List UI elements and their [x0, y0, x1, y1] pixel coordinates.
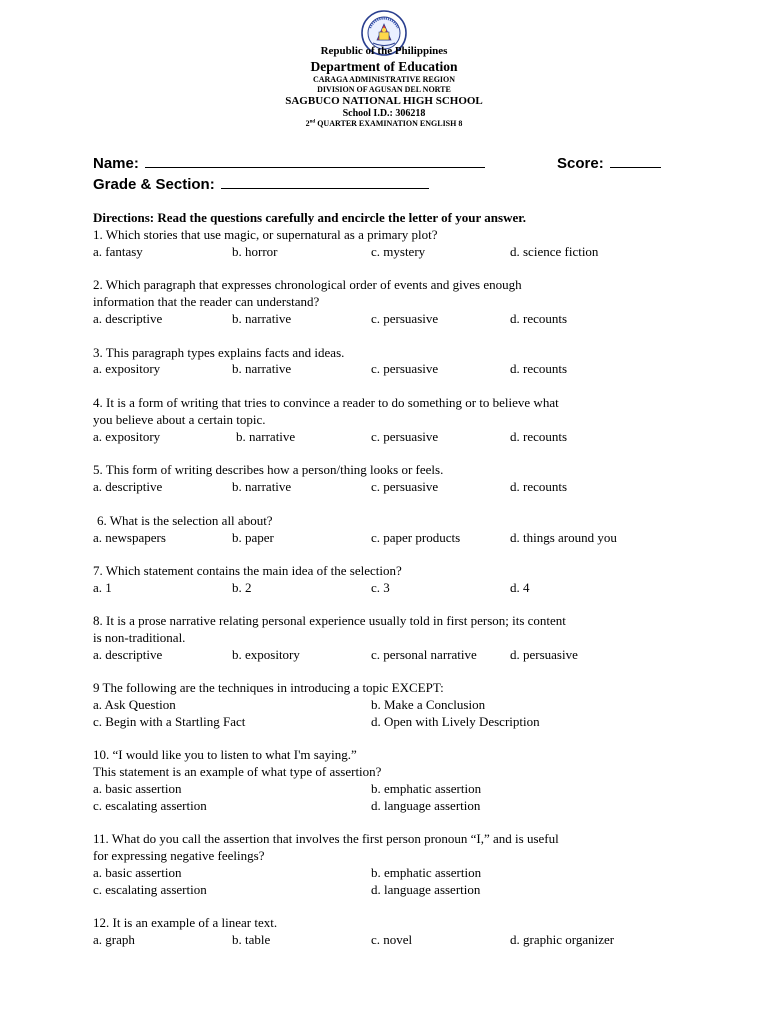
option-a[interactable]: a. descriptive: [93, 311, 163, 326]
option-d[interactable]: d. recounts: [510, 361, 568, 376]
option-c[interactable]: c. paper products: [371, 530, 461, 545]
name-field[interactable]: [93, 154, 485, 171]
question-text: 2. Which paragraph that expresses chronological order of events and gives enough: [93, 277, 522, 292]
score-field[interactable]: [557, 154, 661, 171]
grade-section-field[interactable]: [93, 175, 429, 192]
option-b[interactable]: b. narrative: [232, 311, 292, 326]
option-a[interactable]: a. newspapers: [93, 530, 166, 545]
option-a[interactable]: a. fantasy: [93, 244, 143, 259]
question-text: 6. What is the selection all about?: [97, 513, 273, 528]
question-text-cont: you believe about a certain topic.: [93, 412, 266, 427]
option-c[interactable]: c. persuasive: [371, 361, 439, 376]
directions: Directions: Read the questions carefully and encircle the letter of your answer.: [93, 210, 527, 225]
option-a[interactable]: a. expository: [93, 361, 161, 376]
question-text: 4. It is a form of writing that tries to convince a reader to do something or to believe what: [93, 395, 559, 410]
option-a[interactable]: a. basic assertion: [93, 865, 182, 880]
division-line: DIVISION OF AGUSAN DEL NORTE: [317, 85, 451, 94]
option-b[interactable]: b. table: [232, 932, 271, 947]
name-label: Name:: [93, 155, 139, 172]
option-b[interactable]: b. narrative: [236, 429, 296, 444]
option-d[interactable]: d. language assertion: [371, 882, 481, 897]
option-d[interactable]: d. recounts: [510, 311, 568, 326]
question-text: 3. This paragraph types explains facts and ideas.: [93, 345, 345, 360]
option-b[interactable]: b. narrative: [232, 361, 292, 376]
option-b[interactable]: b. expository: [232, 647, 300, 662]
option-a[interactable]: a. graph: [93, 932, 135, 947]
option-b[interactable]: b. Make a Conclusion: [371, 697, 486, 712]
exam-title-text: QUARTER EXAMINATION ENGLISH 8: [315, 119, 463, 128]
option-c[interactable]: c. 3: [371, 580, 390, 595]
option-d[interactable]: d. graphic organizer: [510, 932, 615, 947]
name-blank[interactable]: [145, 154, 485, 168]
school-id: School I.D.: 306218: [342, 108, 426, 119]
option-c[interactable]: c. mystery: [371, 244, 426, 259]
question-text: 9 The following are the techniques in introducing a topic EXCEPT:: [93, 680, 444, 695]
region-line: CARAGA ADMINISTRATIVE REGION: [312, 75, 456, 84]
question-text: 5. This form of writing describes how a person/thing looks or feels.: [93, 462, 444, 477]
option-c[interactable]: c. persuasive: [371, 479, 439, 494]
exam-quarter-number: 2: [305, 119, 310, 128]
exam-quarter-suffix: nd: [309, 119, 316, 125]
option-a[interactable]: a. descriptive: [93, 479, 163, 494]
option-c[interactable]: c. escalating assertion: [93, 882, 207, 897]
grade-section-blank[interactable]: [221, 175, 429, 189]
option-d[interactable]: d. language assertion: [371, 798, 481, 813]
option-b[interactable]: b. narrative: [232, 479, 292, 494]
option-c[interactable]: c. persuasive: [371, 429, 439, 444]
score-blank[interactable]: [610, 154, 661, 168]
question-text-cont: for expressing negative feelings?: [93, 848, 265, 863]
option-d[interactable]: d. persuasive: [510, 647, 578, 662]
option-d[interactable]: d. Open with Lively Description: [371, 714, 540, 729]
question-text: 8. It is a prose narrative relating personal experience usually told in first person; its content: [93, 613, 566, 628]
option-d[interactable]: d. recounts: [510, 479, 568, 494]
department-line: Department of Education: [310, 59, 458, 74]
question-text-cont: information that the reader can understand?: [93, 294, 320, 309]
option-d[interactable]: d. things around you: [510, 530, 617, 545]
question-text-cont: This statement is an example of what type of assertion?: [93, 764, 382, 779]
option-a[interactable]: a. expository: [93, 429, 161, 444]
question-text: 1. Which stories that use magic, or supernatural as a primary plot?: [93, 227, 438, 242]
option-c[interactable]: c. personal narrative: [371, 647, 477, 662]
question-text: 10. “I would like you to listen to what I'm saying.”: [93, 747, 357, 762]
exam-title: [0, 120, 768, 128]
question-text: 7. Which statement contains the main idea of the selection?: [93, 563, 402, 578]
question-text-cont: is non-traditional.: [93, 630, 186, 645]
option-a[interactable]: a. descriptive: [93, 647, 163, 662]
option-b[interactable]: b. emphatic assertion: [371, 865, 482, 880]
option-d[interactable]: d. recounts: [510, 429, 568, 444]
option-b[interactable]: b. 2: [232, 580, 252, 595]
option-b[interactable]: b. horror: [232, 244, 278, 259]
option-c[interactable]: c. escalating assertion: [93, 798, 207, 813]
option-a[interactable]: a. Ask Question: [93, 697, 176, 712]
option-a[interactable]: a. basic assertion: [93, 781, 182, 796]
option-d[interactable]: d. science fiction: [510, 244, 599, 259]
score-label: Score:: [557, 155, 604, 172]
option-a[interactable]: a. 1: [93, 580, 112, 595]
option-b[interactable]: b. paper: [232, 530, 274, 545]
grade-section-label: Grade & Section:: [93, 176, 215, 193]
option-d[interactable]: d. 4: [510, 580, 530, 595]
option-c[interactable]: c. Begin with a Startling Fact: [93, 714, 246, 729]
option-c[interactable]: c. persuasive: [371, 311, 439, 326]
school-name: SAGBUCO NATIONAL HIGH SCHOOL: [285, 95, 483, 107]
question-text: 12. It is an example of a linear text.: [93, 915, 278, 930]
option-c[interactable]: c. novel: [371, 932, 413, 947]
option-b[interactable]: b. emphatic assertion: [371, 781, 482, 796]
republic-line: Republic of the Philippines: [320, 45, 448, 57]
question-text: 11. What do you call the assertion that involves the first person pronoun “I,” and is useful: [93, 831, 559, 846]
